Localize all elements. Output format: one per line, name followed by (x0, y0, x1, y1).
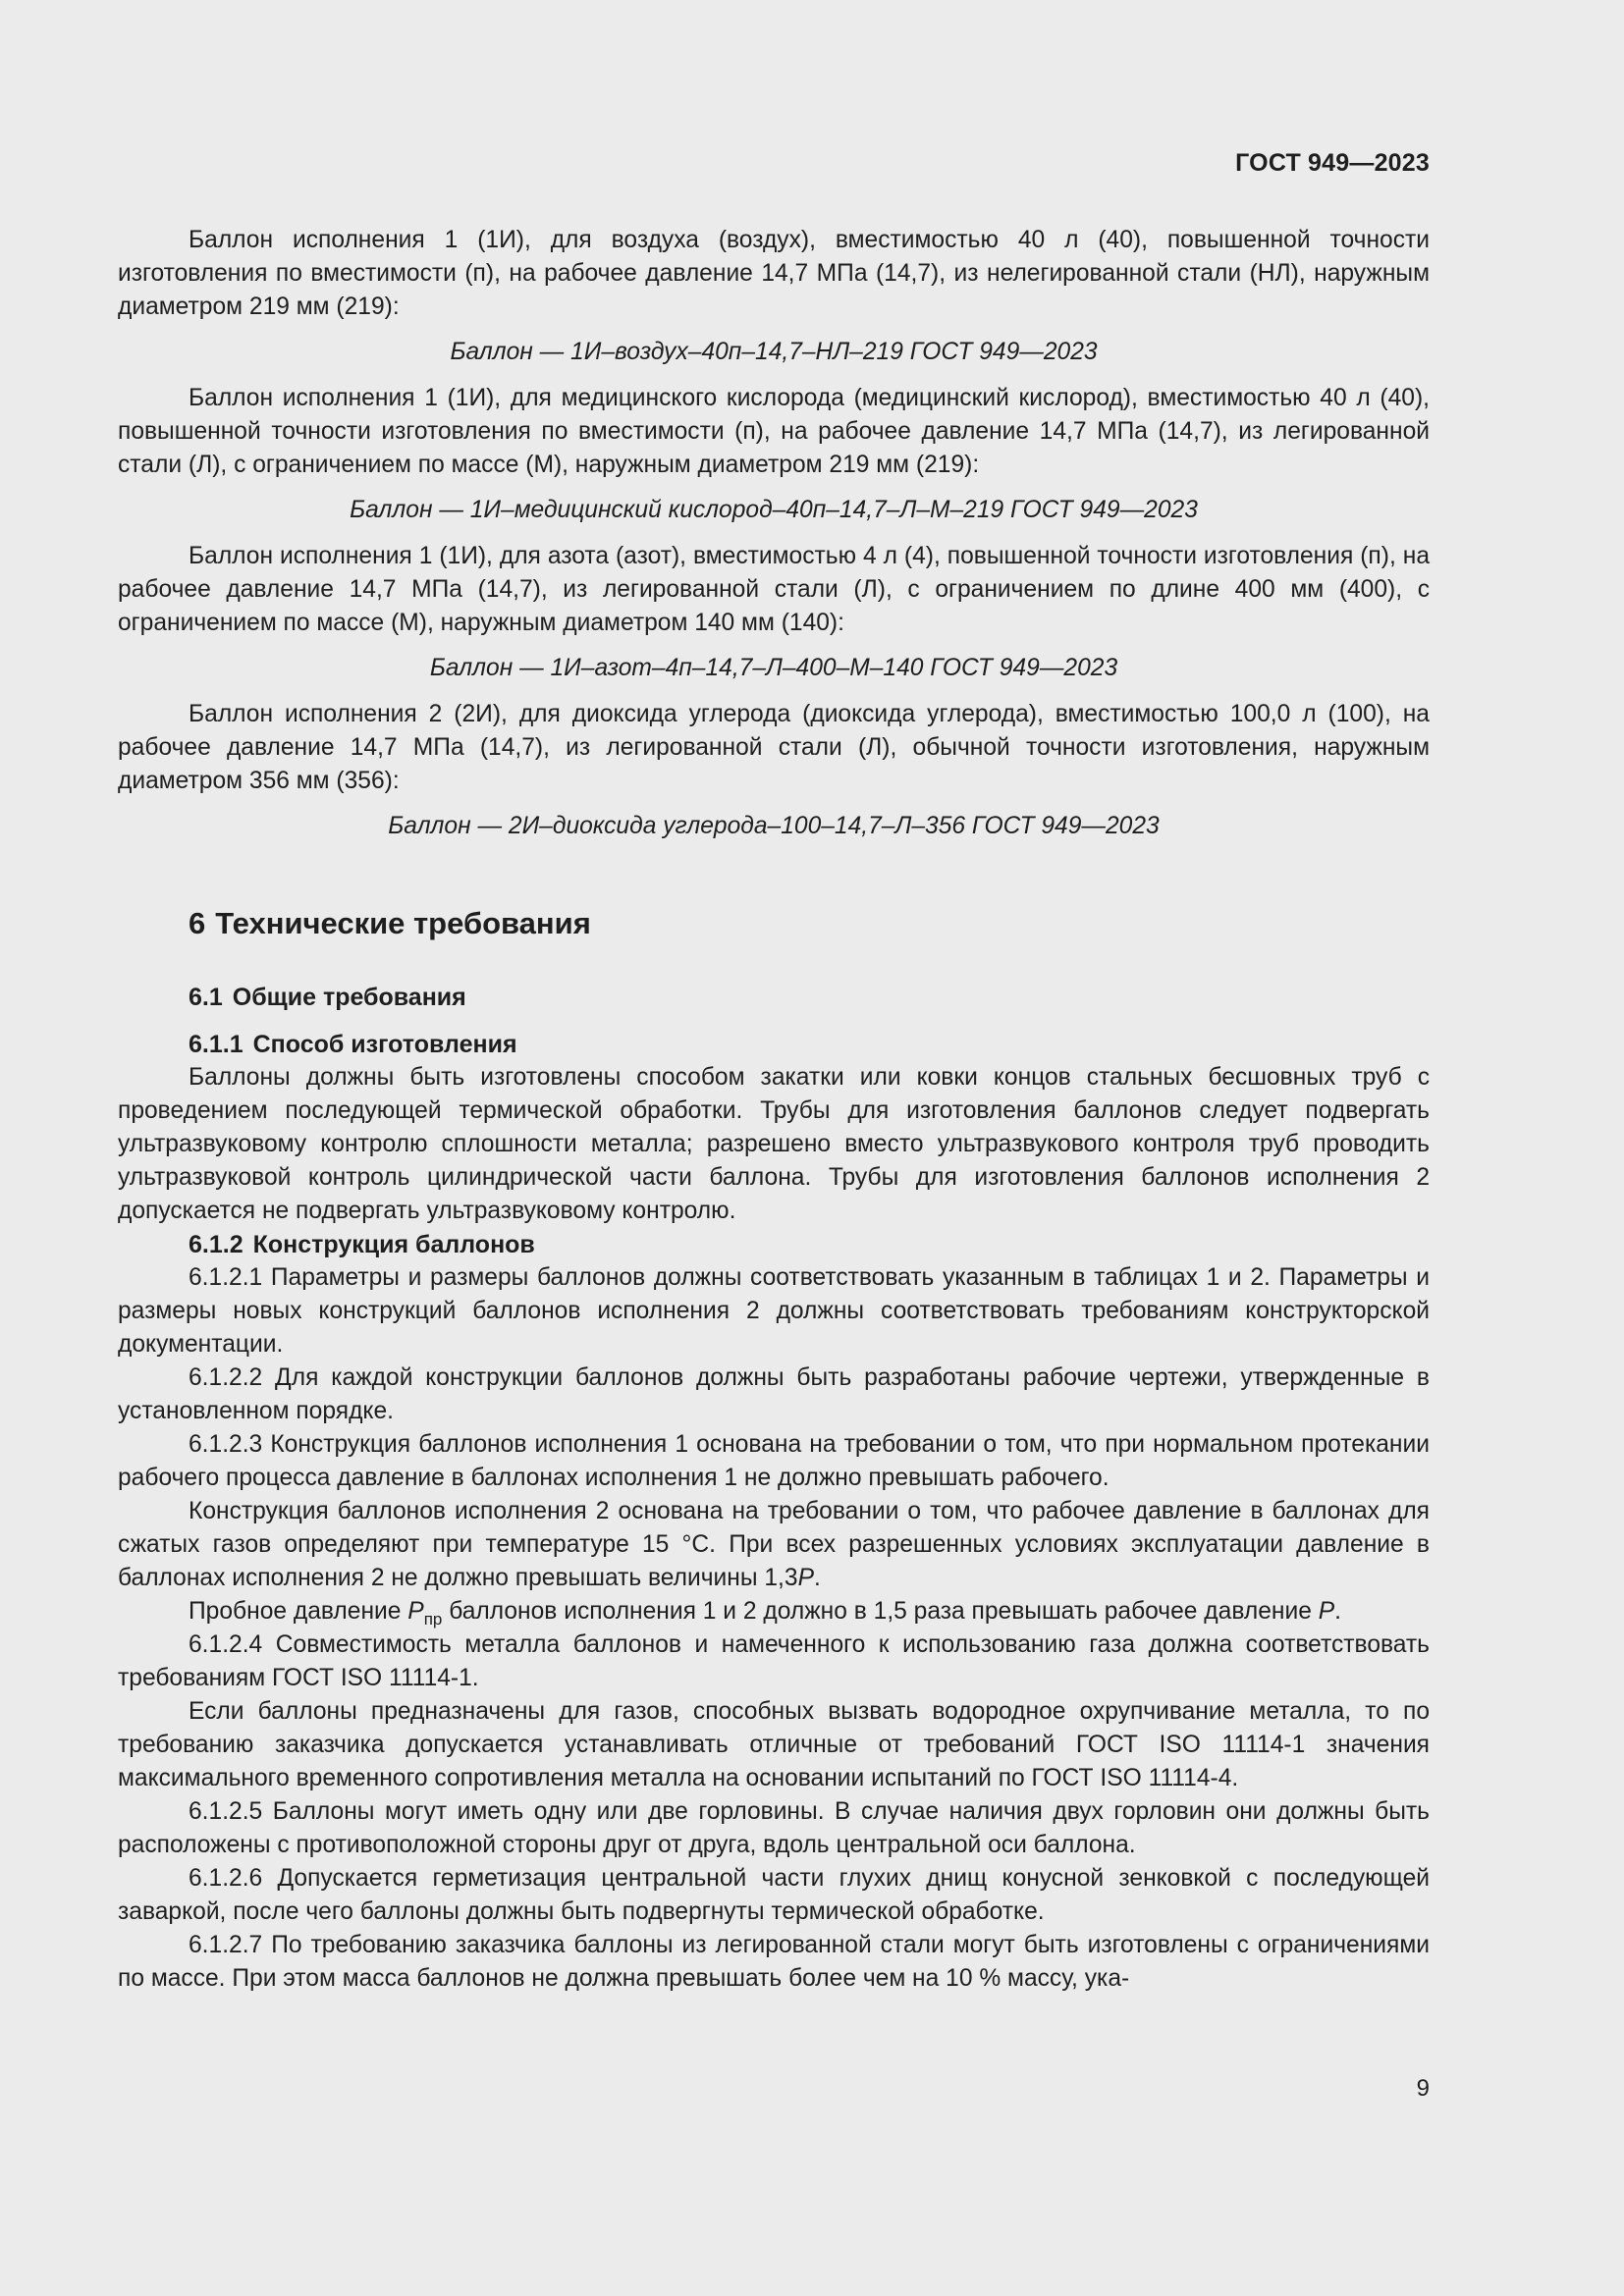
page-number: 9 (1416, 2075, 1430, 2102)
manufacturing-method-text: Баллоны должны быть изготовлены способом закатки или ковки концов стальных бесшовных труб с проведением последующей термической обработки. Трубы для изготовления баллонов следует подвергать ультразвуковому контролю сплошности металла; разрешено вместо ультразвукового контроля труб проводить ультразвуковой контроль цилиндрической части баллона. Трубы для изготовления баллонов исполнения 2 допускается не подвергать ультразвуковому контролю. (118, 1064, 1430, 1224)
design-pressure-paragraph: Конструкция баллонов исполнения 2 основана на требовании о том, что рабочее давление в баллонах для сжатых газов определяют при температуре 15 °C. При всех разрешенных условиях эксплуатации давление в баллонах исполнения 2 не должно превышать величины 1,3P. (118, 1498, 1430, 1591)
subsection-title: Общие требования (232, 984, 466, 1011)
subsection-number: 6.1.2 (189, 1231, 244, 1258)
subsection-number: 6.1.1 (189, 1031, 244, 1058)
subsection-6-1-2-heading (189, 1228, 1430, 1261)
clause-6-1-2-6: 6.1.2.6 Допускается герметизация центральной части глухих днищ конусной зенковкой с последующей заваркой, после чего баллоны должны быть подвергнуты термической обработке. (118, 1865, 1430, 1925)
clause-6-1-2-5: 6.1.2.5 Баллоны могут иметь одну или две горловины. В случае наличия двух горловин они должны быть расположены с противоположной стороны друг от друга, вдоль центральной оси баллона. (118, 1798, 1430, 1858)
example-designation-1: Баллон — 1И–воздух–40п–14,7–НЛ–219 ГОСТ 949—2023 (450, 339, 1098, 365)
subsection-number: 6.1 (189, 984, 223, 1011)
test-pressure-paragraph: Пробное давление $P_{пр}$ баллонов исполнения 1 и 2 должно в 1,5 раза превышать рабочее давление P. (189, 1598, 1341, 1629)
subsection-6-1-heading (189, 981, 1430, 1014)
clause-6-1-2-7: 6.1.2.7 По требованию заказчика баллоны из легированной стали могут быть изготовлены с ограничениями по массе. При этом масса баллонов не должна превышать более чем на 10 % массу, ука- (118, 1932, 1430, 1992)
example-text-1: Баллон исполнения 1 (1И), для воздуха (воздух), вместимостью 40 л (40), повышенной точности изготовления по вместимости (п), на рабочее давление 14,7 МПа (14,7), из нелегированной стали (НЛ), наружным диаметром 219 мм (219): (118, 227, 1430, 320)
section-6-heading (189, 904, 1430, 943)
document-id-header: ГОСТ 949—2023 (1235, 149, 1430, 177)
subsection-6-1-1-heading (189, 1028, 1430, 1061)
example-text-4: Баллон исполнения 2 (2И), для диоксида углерода (диоксида углерода), вместимостью 100,0 л (100), на рабочее давление 14,7 МПа (14,7), из легированной стали (Л), обычной точности изготовления, наружным диаметром 356 мм (356): (118, 701, 1430, 794)
example-text-3: Баллон исполнения 1 (1И), для азота (азот), вместимостью 4 л (4), повышенной точности изготовления (п), на рабочее давление 14,7 МПа (14,7), из легированной стали (Л), с ограничением по длине 400 мм (400), с ограничением по массе (М), наружным диаметром 140 мм (140): (118, 543, 1430, 636)
clause-6-1-2-1: 6.1.2.1 Параметры и размеры баллонов должны соответствовать указанным в таблицах 1 и 2. Параметры и размеры новых конструкций баллонов исполнения 2 должны соответствовать требованиям конструкторской документации. (118, 1264, 1430, 1358)
example-text-2: Баллон исполнения 1 (1И), для медицинского кислорода (медицинский кислород), вместимостью 40 л (40), повышенной точности изготовления по вместимости (п), на рабочее давление 14,7 МПа (14,7), из легированной стали (Л), с ограничением по массе (М), наружным диаметром 219 мм (219): (118, 385, 1430, 478)
example-designation-4: Баллон — 2И–диоксида углерода–100–14,7–Л–356 ГОСТ 949—2023 (388, 813, 1160, 839)
clause-6-1-2-4: 6.1.2.4 Совместимость металла баллонов и намеченного к использованию газа должна соответствовать требованиям ГОСТ ISO 11114-1. (118, 1631, 1430, 1691)
clause-6-1-2-3: 6.1.2.3 Конструкция баллонов исполнения 1 основана на требовании о том, что при нормальном протекании рабочего процесса давление в баллонах исполнения 1 не должно превышать рабочего. (118, 1431, 1430, 1491)
hydrogen-embrittlement-paragraph: Если баллоны предназначены для газов, способных вызвать водородное охрупчивание металла, то по требованию заказчика допускается устанавливать отличные от требований ГОСТ ISO 11114-1 значения максимального временного сопротивления металла на основании испытаний по ГОСТ ISO 11114-4. (118, 1698, 1430, 1791)
page-content (118, 224, 1430, 1996)
example-designation-3: Баллон — 1И–азот–4п–14,7–Л–400–М–140 ГОСТ 949—2023 (429, 655, 1118, 681)
section-number: 6 (189, 906, 206, 940)
example-designation-2: Баллон — 1И–медицинский кислород–40п–14,7–Л–М–219 ГОСТ 949—2023 (350, 497, 1198, 523)
clause-6-1-2-2: 6.1.2.2 Для каждой конструкции баллонов должны быть разработаны рабочие чертежи, утвержденные в установленном порядке. (118, 1364, 1430, 1424)
subsection-title: Способ изготовления (252, 1031, 517, 1058)
section-title: Технические требования (215, 906, 591, 940)
subsection-title: Конструкция баллонов (252, 1231, 535, 1258)
